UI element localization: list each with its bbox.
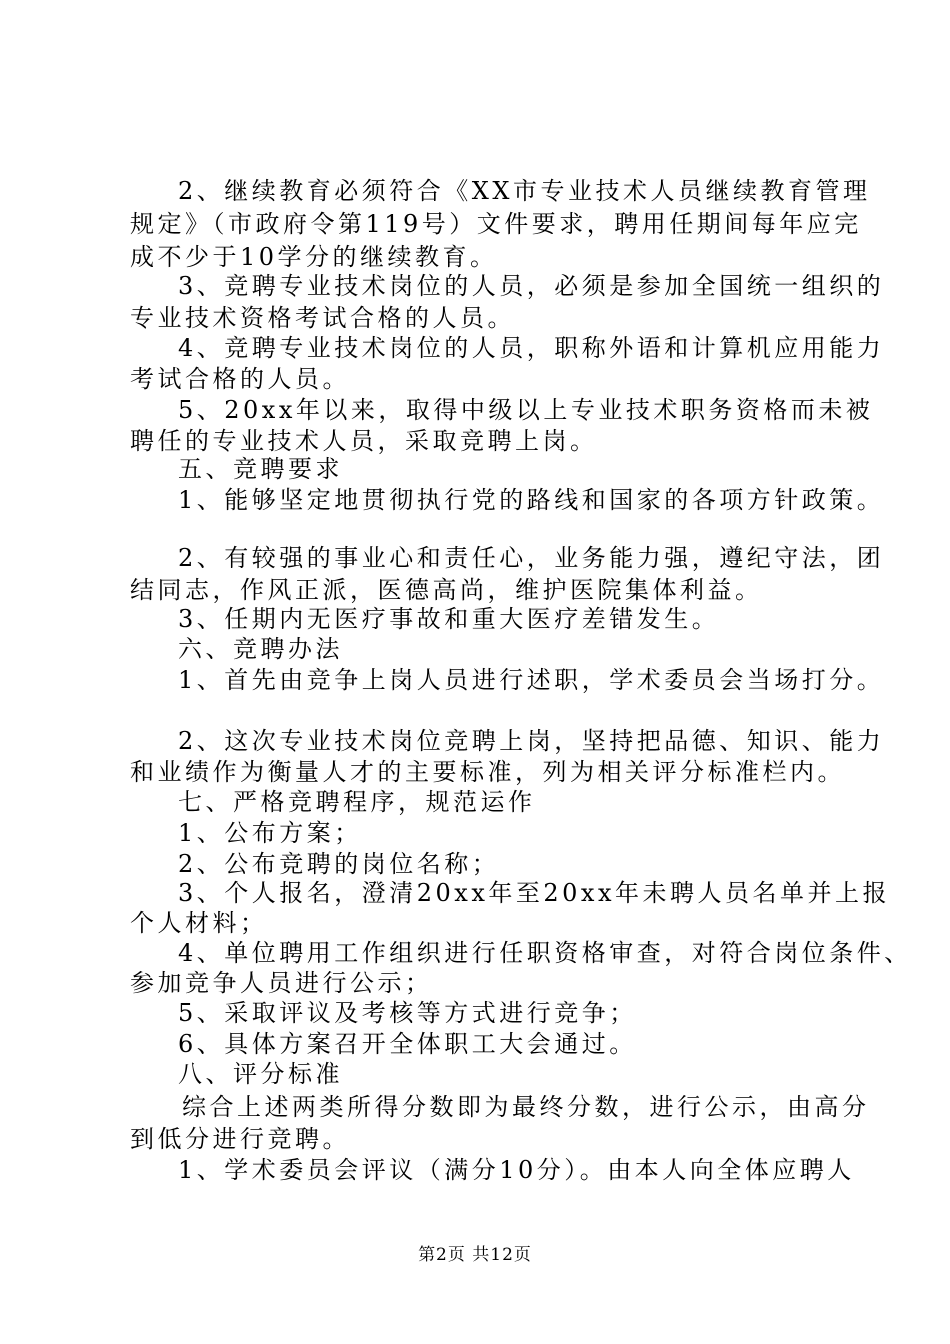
text-line: 1、能够坚定地贯彻执行党的路线和国家的各项方针政策。	[178, 486, 885, 514]
text-line: 和业绩作为衡量人才的主要标准，列为相关评分标准栏内。	[130, 758, 845, 786]
text-line: 规定》（市政府令第119号）文件要求，聘用任期间每年应完	[130, 210, 862, 238]
text-line: 综合上述两类所得分数即为最终分数，进行公示，由高分	[182, 1093, 870, 1121]
text-line: 3、任期内无医疗事故和重大医疗差错发生。	[178, 605, 720, 633]
text-line: 3、个人报名，澄清20xx年至20xx年未聘人员名单并上报	[178, 879, 890, 907]
text-line: 2、公布竞聘的岗位名称；	[178, 850, 500, 878]
text-line: 5、20xx年以来，取得中级以上专业技术职务资格而未被	[178, 396, 874, 424]
section-heading: 五、竞聘要求	[178, 455, 343, 483]
text-line: 专业技术资格考试合格的人员。	[130, 304, 515, 332]
text-line: 到低分进行竞聘。	[130, 1125, 350, 1153]
text-line: 个人材料；	[130, 909, 268, 937]
text-line: 2、这次专业技术岗位竞聘上岗，坚持把品德、知识、能力	[178, 727, 885, 755]
text-line: 参加竞争人员进行公示；	[130, 969, 433, 997]
text-line: 考试合格的人员。	[130, 365, 350, 393]
text-line: 4、竞聘专业技术岗位的人员，职称外语和计算机应用能力	[178, 334, 885, 362]
section-heading: 六、竞聘办法	[178, 635, 343, 663]
text-line: 2、有较强的事业心和责任心，业务能力强，遵纪守法，团	[178, 544, 885, 572]
text-line: 4、单位聘用工作组织进行任职资格审查，对符合岗位条件、	[178, 939, 912, 967]
page-number-footer: 第2页 共12页	[418, 1245, 532, 1265]
text-line: 6、具体方案召开全体职工大会通过。	[178, 1030, 637, 1058]
text-line: 结同志，作风正派，医德高尚，维护医院集体利益。	[130, 576, 763, 604]
text-line: 1、首先由竞争上岗人员进行述职，学术委员会当场打分。	[178, 666, 885, 694]
text-line: 1、学术委员会评议（满分10分）。由本人向全体应聘人	[178, 1156, 855, 1184]
text-line: 3、竞聘专业技术岗位的人员，必须是参加全国统一组织的	[178, 272, 885, 300]
text-line: 1、公布方案；	[178, 819, 362, 847]
section-heading: 八、评分标准	[178, 1060, 343, 1088]
text-line: 2、继续教育必须符合《XX市专业技术人员继续教育管理	[178, 177, 871, 205]
section-heading: 七、严格竞聘程序，规范运作	[178, 788, 536, 816]
text-line: 聘任的专业技术人员，采取竞聘上岗。	[130, 427, 598, 455]
text-line: 5、采取评议及考核等方式进行竞争；	[178, 999, 637, 1027]
text-line: 成不少于10学分的继续教育。	[130, 243, 498, 271]
